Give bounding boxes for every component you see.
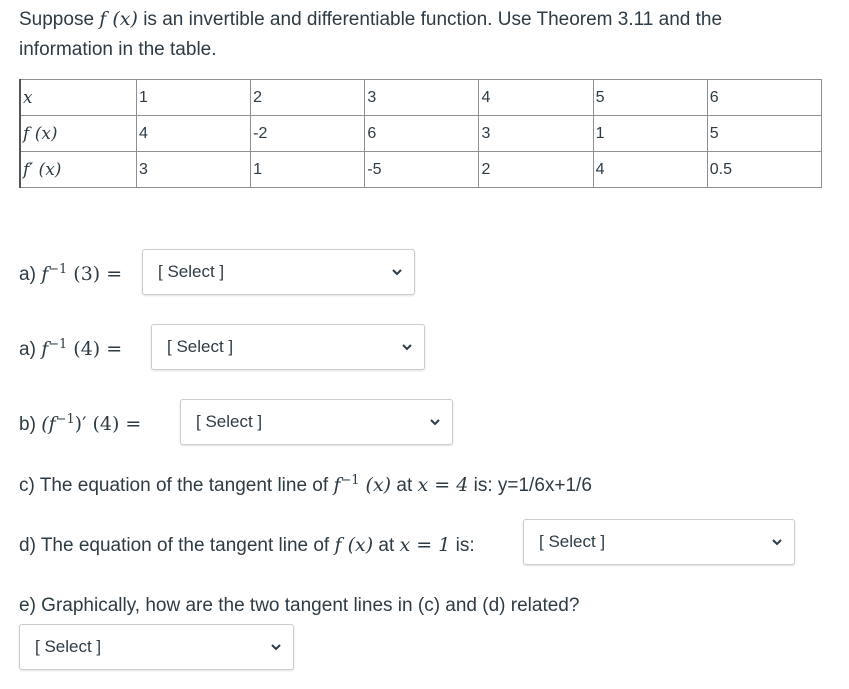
- question-a2-select[interactable]: [ Select ]: [151, 324, 425, 370]
- values-table: [19, 79, 822, 188]
- question-b-select[interactable]: [ Select ]: [180, 399, 453, 445]
- chevron-down-icon: [390, 265, 404, 279]
- question-a2-label: a) $f^{-1}$ (4) =: [19, 336, 123, 360]
- question-d-select[interactable]: [ Select ]: [523, 519, 795, 565]
- cell-fpx-3: -5: [365, 152, 479, 188]
- cell-fpx-1: 3: [137, 152, 251, 188]
- question-e-select[interactable]: [ Select ]: [19, 624, 294, 670]
- chevron-down-icon: [428, 415, 442, 429]
- cell-x-4: 4: [479, 80, 593, 116]
- cell-x-6: 6: [707, 80, 821, 116]
- cell-x-5: 5: [593, 80, 707, 116]
- cell-fx-6: 5: [707, 116, 821, 152]
- row-label-fx: f (x): [20, 116, 137, 152]
- question-c-text: c) The equation of the tangent line of $f^{-1}$ (x) at x = 4 is: y=1/6x+1/6: [19, 472, 592, 496]
- cell-fx-3: 6: [365, 116, 479, 152]
- cell-x-1: 1: [137, 80, 251, 116]
- cell-fpx-2: 1: [251, 152, 365, 188]
- cell-fpx-4: 2: [479, 152, 593, 188]
- table-row-fx: [20, 116, 822, 152]
- table-row-x: [20, 80, 822, 116]
- chevron-down-icon: [269, 640, 283, 654]
- question-d-text: d) The equation of the tangent line of f (x) at x = 1 is:: [19, 534, 475, 556]
- table-row-fpx: [20, 152, 822, 188]
- problem-statement: Suppose f (x) is an invertible and differentiable function. Use Theorem 3.11 and the information in the table.: [19, 8, 723, 60]
- cell-fx-5: 1: [593, 116, 707, 152]
- cell-fx-2: -2: [251, 116, 365, 152]
- f-of-x: f (x): [99, 8, 138, 30]
- question-e-text: e) Graphically, how are the two tangent lines in (c) and (d) related?: [19, 595, 580, 616]
- question-a1-label: a) $f^{-1}$ (3) =: [19, 261, 123, 285]
- cell-fpx-5: 4: [593, 152, 707, 188]
- question-b-label: b) $(f^{-1})'$ (4) =: [19, 411, 142, 435]
- cell-fx-4: 3: [479, 116, 593, 152]
- question-a1-select[interactable]: [ Select ]: [142, 249, 415, 295]
- cell-x-2: 2: [251, 80, 365, 116]
- row-label-x: x: [20, 80, 137, 116]
- cell-fx-1: 4: [137, 116, 251, 152]
- chevron-down-icon: [770, 535, 784, 549]
- cell-x-3: 3: [365, 80, 479, 116]
- row-label-fpx: f′ (x): [20, 152, 137, 188]
- cell-fpx-6: 0.5: [707, 152, 821, 188]
- chevron-down-icon: [400, 340, 414, 354]
